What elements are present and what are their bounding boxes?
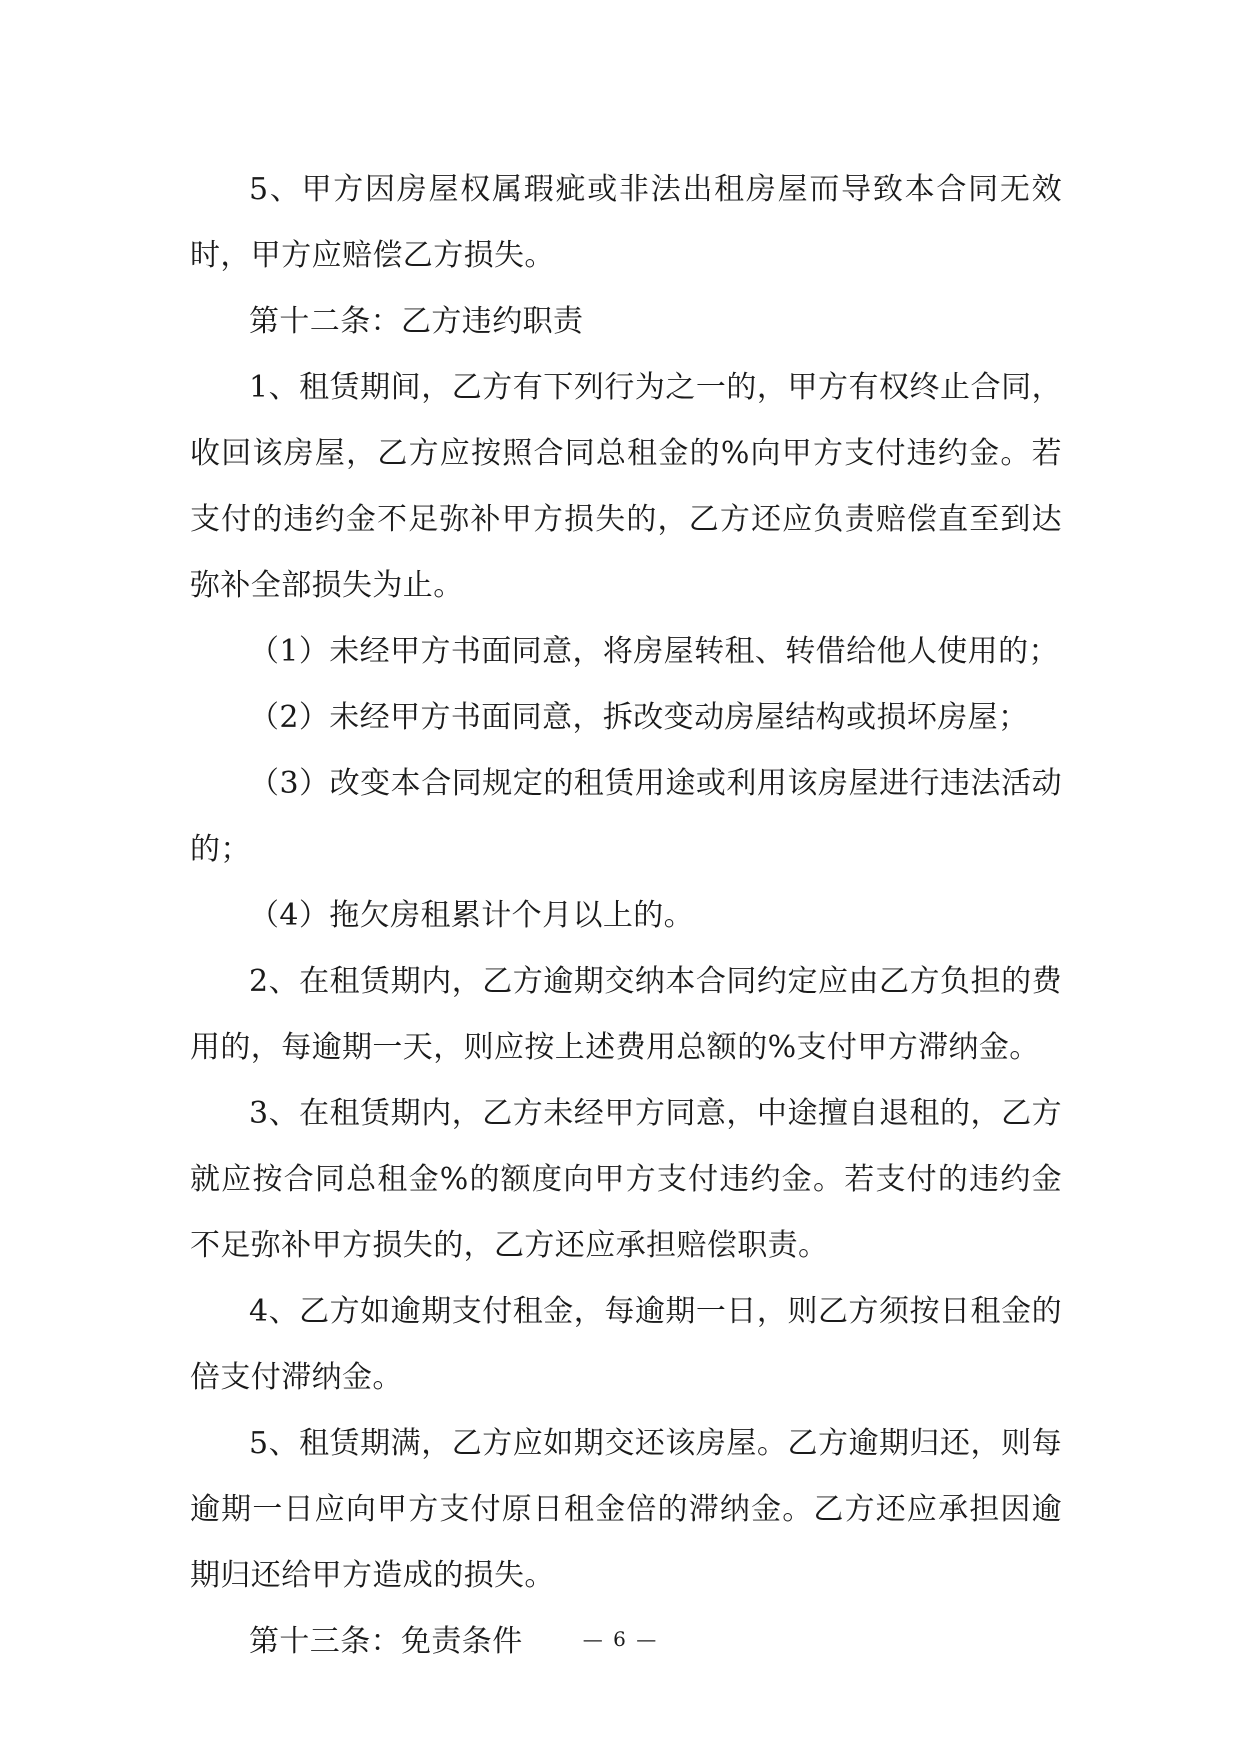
clause-2-late-fees: 2、在租赁期内，乙方逾期交纳本合同约定应由乙方负担的费用的，每逾期一天，则应按上述费用总额的%支付甲方滞纳金。	[190, 964, 1062, 1065]
item-3-illegal-use: （3）改变本合同规定的租赁用途或利用该房屋进行违法活动的；	[190, 766, 1062, 867]
article-12-heading: 第十二条：乙方违约职责	[249, 304, 584, 339]
article-13-heading: 第十三条：免责条件	[249, 1624, 523, 1659]
clause-4-late-rent: 4、乙方如逾期支付租金，每逾期一日，则乙方须按日租金的倍支付滞纳金。	[190, 1294, 1062, 1395]
clause-5-lessor-defect: 5、甲方因房屋权属瑕疵或非法出租房屋而导致本合同无效时，甲方应赔偿乙方损失。	[190, 172, 1062, 273]
document-body	[190, 157, 1062, 1675]
item-1-sublet: （1）未经甲方书面同意，将房屋转租、转借给他人使用的；	[249, 634, 1059, 669]
clause-3-early-termination: 3、在租赁期内，乙方未经甲方同意，中途擅自退租的，乙方就应按合同总租金%的额度向甲方支付违约金。若支付的违约金不足弥补甲方损失的，乙方还应承担赔偿职责。	[190, 1096, 1062, 1263]
page-number: — 6 —	[582, 1627, 659, 1651]
clause-5-lease-expiry: 5、租赁期满，乙方应如期交还该房屋。乙方逾期归还，则每逾期一日应向甲方支付原日租金倍的滞纳金。乙方还应承担因逾期归还给甲方造成的损失。	[190, 1426, 1062, 1593]
clause-1-termination: 1、租赁期间，乙方有下列行为之一的，甲方有权终止合同，收回该房屋，乙方应按照合同总租金的%向甲方支付违约金。若支付的违约金不足弥补甲方损失的，乙方还应负责赔偿直至到达弥补全部损失为止。	[190, 370, 1062, 603]
item-4-arrears: （4）拖欠房租累计个月以上的。	[249, 898, 695, 933]
item-2-alteration: （2）未经甲方书面同意，拆改变动房屋结构或损坏房屋；	[249, 700, 1029, 735]
